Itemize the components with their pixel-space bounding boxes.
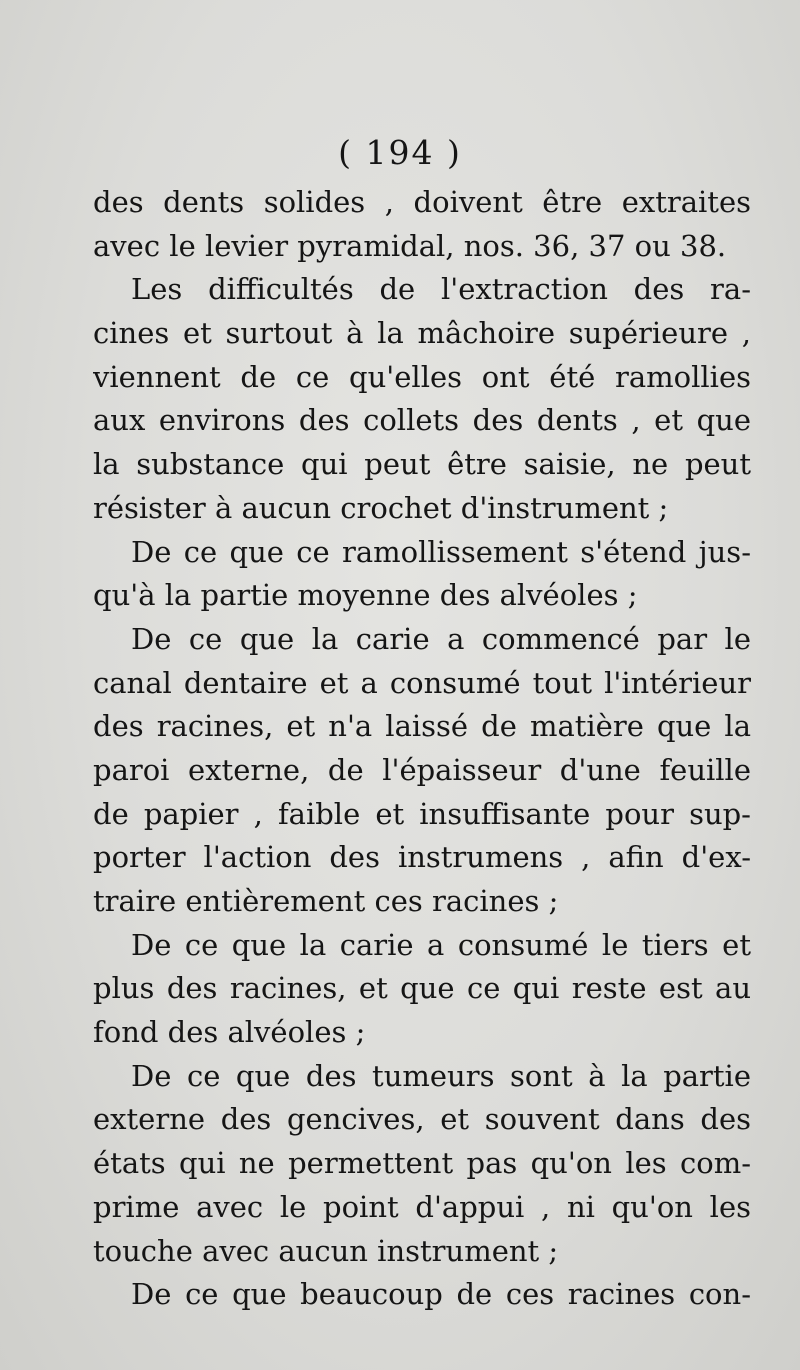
text-line: qu'à la partie moyenne des alvéoles ; [93,578,638,613]
text-line: cines et surtout à la mâchoire supérieure , [93,316,751,351]
text-line: aux environs des collets des dents , et que [93,403,751,438]
text-line: des racines, et n'a laissé de matière que la [93,709,751,744]
text-line: avec le levier pyramidal, nos. 36, 37 ou 38. [93,228,727,263]
text-line: De ce que des tumeurs sont à la partie [131,1058,751,1093]
text-line: De ce que la carie a consumé le tiers et [131,927,751,962]
text-line: états qui ne permettent pas qu'on les com- [93,1146,751,1181]
text-line: externe des gencives, et souvent dans des [93,1102,751,1137]
text-line: porter l'action des instrumens , afin d'ex- [93,840,751,875]
text-line: des dents solides , doivent être extraites [93,185,751,219]
text-line: touche avec aucun instrument ; [93,1233,559,1268]
text-line: paroi externe, de l'épaisseur d'une feuille [93,752,751,787]
text-line: viennent de ce qu'elles ont été ramollies [93,359,751,394]
text-line: canal dentaire et a consumé tout l'intérieur [93,665,751,700]
text-line: De ce que beaucoup de ces racines con- [131,1277,751,1312]
text-line: fond des alvéoles ; [93,1015,366,1050]
text-line: de papier , faible et insuffisante pour sup- [93,796,751,831]
text-line: prime avec le point d'appui , ni qu'on les [93,1189,751,1224]
text-line: résister à aucun crochet d'instrument ; [93,490,669,525]
text-line: traire entièrement ces racines ; [93,884,559,918]
text-line: De ce que la carie a commencé par le [131,621,751,656]
text-line: plus des racines, et que ce qui reste est au [93,971,751,1006]
text-line: Les difficultés de l'extraction des ra- [131,272,751,307]
page-number: ( 194 ) [338,133,462,172]
body-text [93,181,751,1317]
text-line: la substance qui peut être saisie, ne peut [93,447,751,482]
text-line: De ce que ce ramollissement s'étend jus- [131,534,751,569]
